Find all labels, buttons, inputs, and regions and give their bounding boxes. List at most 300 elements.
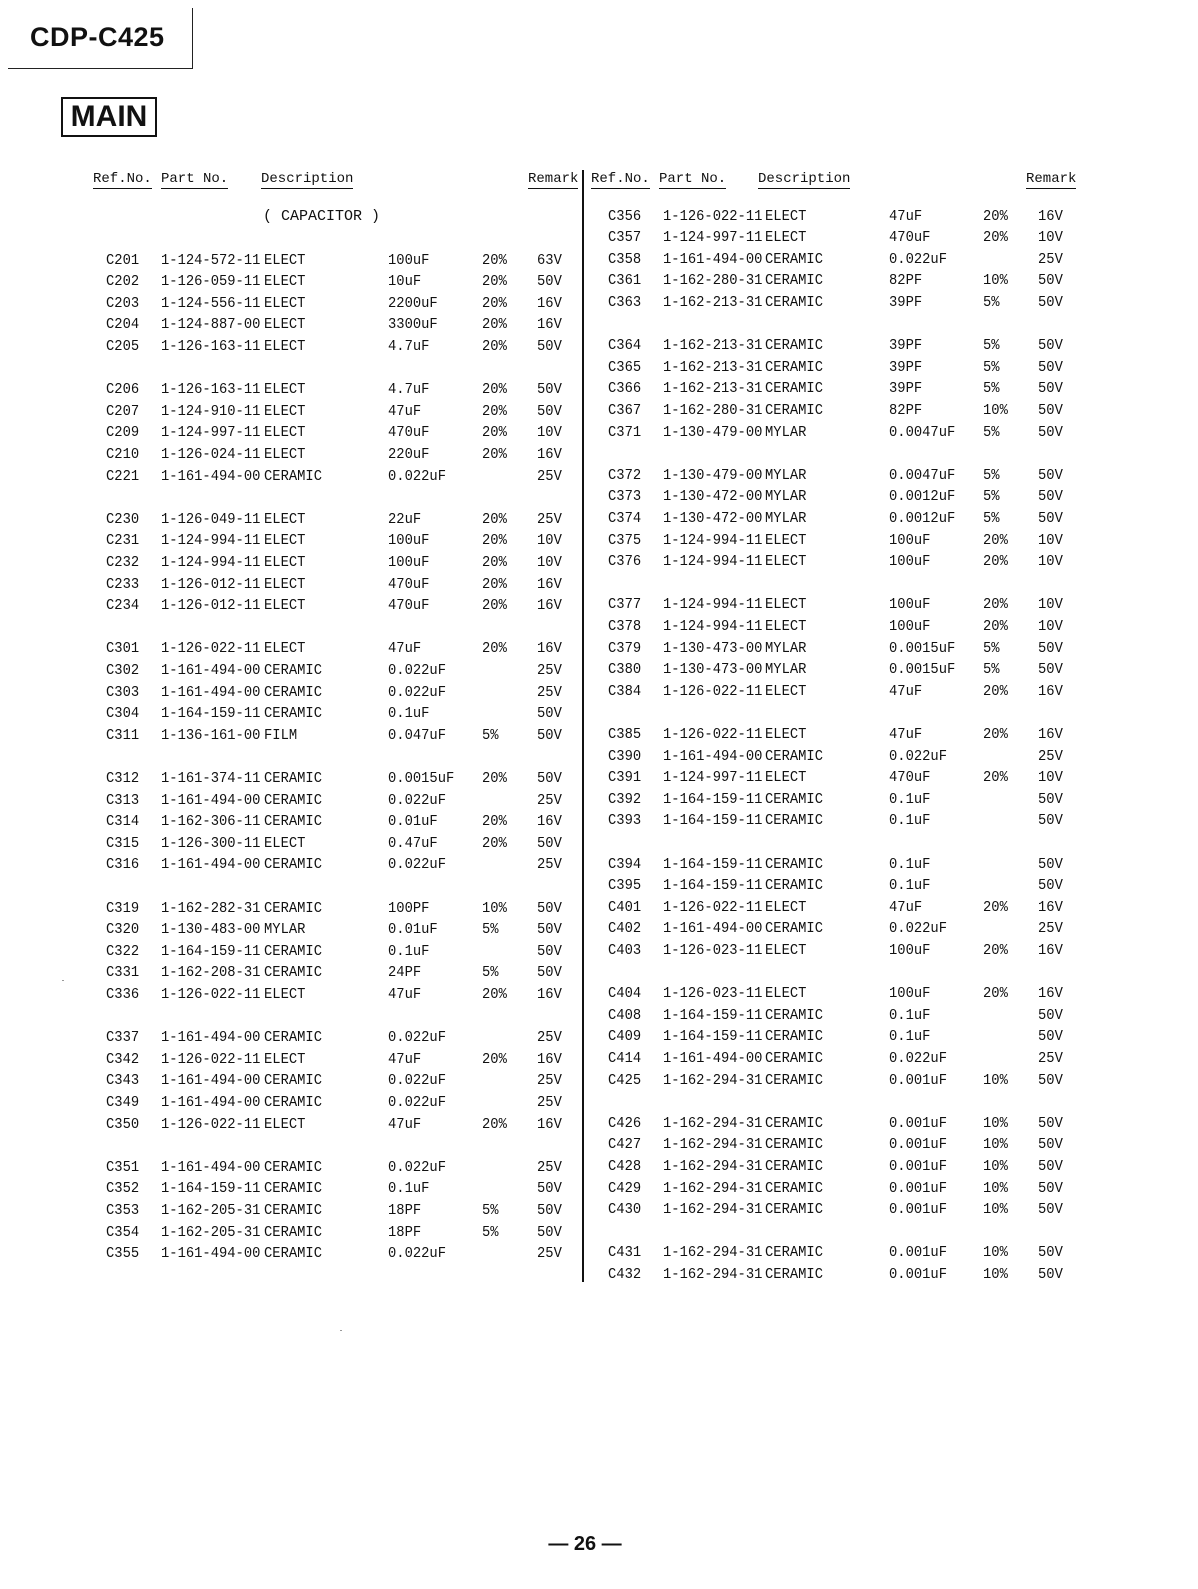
left-row-tol: 5% (482, 964, 499, 982)
right-row-tol: 5% (983, 293, 1000, 311)
left-row-part: 1-124-994-11 (161, 532, 261, 550)
left-row-voltage: 50V (537, 964, 562, 982)
left-row-voltage: 25V (537, 510, 562, 528)
left-row-value: 100uF (388, 251, 430, 269)
right-row-ref: C414 (608, 1049, 642, 1067)
left-row-tol: 20% (482, 294, 507, 312)
right-row-value: 0.001uF (889, 1179, 947, 1197)
scan-speck (62, 980, 64, 981)
right-row-tol: 5% (983, 358, 1000, 376)
left-row-type: ELECT (264, 985, 306, 1003)
left-row-voltage: 10V (537, 424, 562, 442)
right-row-part: 1-162-213-31 (663, 337, 763, 355)
right-row-part: 1-162-280-31 (663, 401, 763, 419)
left-row-part: 1-161-494-00 (161, 791, 261, 809)
right-row-part: 1-124-994-11 (663, 553, 763, 571)
left-row-voltage: 25V (537, 683, 562, 701)
right-row-value: 0.1uF (889, 790, 931, 808)
right-row-type: CERAMIC (765, 250, 823, 268)
right-row-ref: C374 (608, 509, 642, 527)
right-row-type: MYLAR (765, 423, 807, 441)
left-row-voltage: 16V (537, 1050, 562, 1068)
left-row-voltage: 25V (537, 661, 562, 679)
right-row-ref: C426 (608, 1114, 642, 1132)
left-row-value: 47uF (388, 640, 422, 658)
left-row-value: 0.047uF (388, 726, 446, 744)
right-row-voltage: 50V (1038, 466, 1063, 484)
model-title: CDP-C425 (30, 22, 165, 52)
left-row-value: 0.022uF (388, 1158, 446, 1176)
right-row-ref: C356 (608, 207, 642, 225)
right-row-tol: 10% (983, 1157, 1008, 1175)
right-row-tol: 10% (983, 1265, 1008, 1283)
left-row-ref: C234 (106, 597, 140, 615)
right-row-value: 47uF (889, 682, 923, 700)
right-row-tol: 10% (983, 1071, 1008, 1089)
left-row-type: CERAMIC (264, 1180, 322, 1198)
right-row-ref: C364 (608, 337, 642, 355)
right-row-part: 1-161-494-00 (663, 250, 763, 268)
right-row-type: CERAMIC (765, 1179, 823, 1197)
scan-speck (340, 1330, 342, 1331)
right-row-type: ELECT (765, 769, 807, 787)
left-row-value: 47uF (388, 985, 422, 1003)
right-row-voltage: 50V (1038, 358, 1063, 376)
right-row-part: 1-162-213-31 (663, 380, 763, 398)
right-row-ref: C402 (608, 920, 642, 938)
right-row-part: 1-126-022-11 (663, 207, 763, 225)
right-row-ref: C425 (608, 1071, 642, 1089)
right-row-type: ELECT (765, 596, 807, 614)
left-row-voltage: 16V (537, 445, 562, 463)
right-row-voltage: 50V (1038, 1201, 1063, 1219)
right-row-value: 47uF (889, 725, 923, 743)
right-row-value: 0.022uF (889, 920, 947, 938)
left-row-value: 0.01uF (388, 813, 438, 831)
right-row-part: 1-164-159-11 (663, 877, 763, 895)
left-row-ref: C204 (106, 316, 140, 334)
right-row-voltage: 50V (1038, 380, 1063, 398)
left-row-ref: C301 (106, 640, 140, 658)
left-row-part: 1-126-163-11 (161, 337, 261, 355)
right-row-tol: 5% (983, 380, 1000, 398)
left-row-tol: 20% (482, 402, 507, 420)
left-row-tol: 20% (482, 337, 507, 355)
right-row-type: ELECT (765, 229, 807, 247)
right-row-tol: 10% (983, 1136, 1008, 1154)
right-row-value: 0.001uF (889, 1136, 947, 1154)
right-row-type: ELECT (765, 553, 807, 571)
header-ref-left: Ref.No. (93, 171, 152, 187)
left-row-type: ELECT (264, 251, 306, 269)
right-row-type: CERAMIC (765, 1006, 823, 1024)
left-row-type: CERAMIC (264, 964, 322, 982)
left-row-type: CERAMIC (264, 791, 322, 809)
right-row-type: CERAMIC (765, 1157, 823, 1175)
right-row-value: 0.0047uF (889, 466, 956, 484)
right-row-ref: C384 (608, 682, 642, 700)
right-row-voltage: 50V (1038, 639, 1063, 657)
left-row-type: ELECT (264, 337, 306, 355)
right-row-part: 1-162-294-31 (663, 1157, 763, 1175)
right-row-ref: C377 (608, 596, 642, 614)
left-row-value: 0.01uF (388, 921, 438, 939)
left-row-voltage: 50V (537, 834, 562, 852)
right-row-part: 1-161-494-00 (663, 920, 763, 938)
right-row-type: CERAMIC (765, 358, 823, 376)
left-row-type: ELECT (264, 834, 306, 852)
left-row-part: 1-164-159-11 (161, 1180, 261, 1198)
left-row-type: CERAMIC (264, 769, 322, 787)
left-row-voltage: 50V (537, 726, 562, 744)
left-row-ref: C312 (106, 769, 140, 787)
left-row-value: 0.1uF (388, 705, 430, 723)
right-row-value: 0.001uF (889, 1114, 947, 1132)
left-row-tol: 5% (482, 921, 499, 939)
right-row-part: 1-126-022-11 (663, 725, 763, 743)
right-row-ref: C428 (608, 1157, 642, 1175)
right-row-ref: C378 (608, 617, 642, 635)
right-row-type: CERAMIC (765, 747, 823, 765)
left-row-voltage: 16V (537, 294, 562, 312)
right-row-type: CERAMIC (765, 401, 823, 419)
right-row-part: 1-162-213-31 (663, 293, 763, 311)
left-row-type: CERAMIC (264, 1245, 322, 1263)
right-row-ref: C372 (608, 466, 642, 484)
right-row-ref: C427 (608, 1136, 642, 1154)
left-row-voltage: 16V (537, 575, 562, 593)
left-row-tol: 20% (482, 553, 507, 571)
right-row-part: 1-164-159-11 (663, 855, 763, 873)
right-row-ref: C431 (608, 1244, 642, 1262)
right-row-voltage: 50V (1038, 790, 1063, 808)
left-row-tol: 20% (482, 640, 507, 658)
right-row-tol: 20% (983, 985, 1008, 1003)
right-row-tol: 5% (983, 661, 1000, 679)
right-row-tol: 20% (983, 531, 1008, 549)
right-row-voltage: 10V (1038, 553, 1063, 571)
right-row-ref: C385 (608, 725, 642, 743)
left-row-type: CERAMIC (264, 705, 322, 723)
left-row-part: 1-126-012-11 (161, 597, 261, 615)
right-row-ref: C393 (608, 812, 642, 830)
header-desc-right: Description (758, 171, 851, 187)
left-row-part: 1-124-556-11 (161, 294, 261, 312)
right-row-voltage: 50V (1038, 509, 1063, 527)
right-row-voltage: 10V (1038, 229, 1063, 247)
right-row-type: CERAMIC (765, 337, 823, 355)
right-row-voltage: 16V (1038, 941, 1063, 959)
right-row-tol: 20% (983, 898, 1008, 916)
left-row-ref: C336 (106, 985, 140, 1003)
header-remark-left: Remark (528, 171, 579, 187)
left-row-type: FILM (264, 726, 298, 744)
left-row-value: 10uF (388, 273, 422, 291)
right-row-tol: 10% (983, 1201, 1008, 1219)
left-row-part: 1-130-483-00 (161, 921, 261, 939)
left-row-voltage: 16V (537, 985, 562, 1003)
right-row-value: 0.022uF (889, 747, 947, 765)
right-row-type: CERAMIC (765, 1049, 823, 1067)
header-remark-right: Remark (1026, 171, 1077, 187)
left-row-voltage: 50V (537, 402, 562, 420)
page-number: — 26 — (548, 1533, 622, 1555)
left-row-ref: C233 (106, 575, 140, 593)
right-row-value: 0.022uF (889, 1049, 947, 1067)
left-row-ref: C303 (106, 683, 140, 701)
right-row-tol: 20% (983, 596, 1008, 614)
left-row-tol: 20% (482, 813, 507, 831)
left-row-value: 2200uF (388, 294, 438, 312)
right-row-ref: C394 (608, 855, 642, 873)
left-row-value: 4.7uF (388, 337, 430, 355)
right-row-ref: C395 (608, 877, 642, 895)
right-row-ref: C408 (608, 1006, 642, 1024)
left-row-ref: C355 (106, 1245, 140, 1263)
right-row-voltage: 50V (1038, 855, 1063, 873)
right-row-tol: 20% (983, 682, 1008, 700)
right-row-voltage: 25V (1038, 747, 1063, 765)
left-row-value: 0.022uF (388, 1093, 446, 1111)
right-row-tol: 10% (983, 401, 1008, 419)
left-row-type: CERAMIC (264, 813, 322, 831)
right-row-voltage: 25V (1038, 1049, 1063, 1067)
left-row-type: CERAMIC (264, 856, 322, 874)
right-row-value: 0.1uF (889, 1028, 931, 1046)
left-row-tol: 20% (482, 532, 507, 550)
left-row-ref: C205 (106, 337, 140, 355)
right-row-ref: C404 (608, 985, 642, 1003)
right-row-voltage: 50V (1038, 1114, 1063, 1132)
left-row-part: 1-126-024-11 (161, 445, 261, 463)
right-row-part: 1-162-294-31 (663, 1201, 763, 1219)
right-row-value: 39PF (889, 293, 923, 311)
right-row-voltage: 50V (1038, 1028, 1063, 1046)
left-row-voltage: 25V (537, 1245, 562, 1263)
right-row-voltage: 50V (1038, 1244, 1063, 1262)
right-row-type: ELECT (765, 682, 807, 700)
category-label: ( CAPACITOR ) (263, 208, 381, 225)
left-row-value: 0.022uF (388, 683, 446, 701)
right-row-voltage: 16V (1038, 207, 1063, 225)
right-row-tol: 5% (983, 488, 1000, 506)
right-row-type: CERAMIC (765, 1265, 823, 1283)
right-row-value: 39PF (889, 358, 923, 376)
right-row-ref: C403 (608, 941, 642, 959)
right-row-ref: C366 (608, 380, 642, 398)
left-row-ref: C203 (106, 294, 140, 312)
left-row-type: ELECT (264, 316, 306, 334)
left-row-part: 1-124-887-00 (161, 316, 261, 334)
right-row-value: 0.022uF (889, 250, 947, 268)
left-row-voltage: 25V (537, 1093, 562, 1111)
left-row-ref: C354 (106, 1223, 140, 1241)
right-row-tol: 10% (983, 1114, 1008, 1132)
right-row-value: 100uF (889, 553, 931, 571)
left-row-type: ELECT (264, 445, 306, 463)
left-row-type: ELECT (264, 424, 306, 442)
right-row-part: 1-162-294-31 (663, 1179, 763, 1197)
right-row-voltage: 16V (1038, 898, 1063, 916)
left-row-type: ELECT (264, 402, 306, 420)
right-row-type: CERAMIC (765, 855, 823, 873)
right-row-type: MYLAR (765, 488, 807, 506)
left-row-value: 0.022uF (388, 791, 446, 809)
right-row-value: 0.0015uF (889, 661, 956, 679)
right-row-type: CERAMIC (765, 1071, 823, 1089)
right-row-voltage: 50V (1038, 877, 1063, 895)
right-row-value: 100uF (889, 617, 931, 635)
right-row-ref: C367 (608, 401, 642, 419)
left-row-value: 220uF (388, 445, 430, 463)
left-row-tol: 20% (482, 1050, 507, 1068)
right-row-voltage: 16V (1038, 725, 1063, 743)
right-row-part: 1-130-472-00 (663, 509, 763, 527)
left-row-ref: C351 (106, 1158, 140, 1176)
right-row-value: 0.001uF (889, 1157, 947, 1175)
right-row-ref: C391 (608, 769, 642, 787)
left-row-part: 1-162-208-31 (161, 964, 261, 982)
right-row-value: 0.001uF (889, 1244, 947, 1262)
right-row-type: CERAMIC (765, 1114, 823, 1132)
left-row-ref: C230 (106, 510, 140, 528)
right-row-part: 1-124-994-11 (663, 531, 763, 549)
right-row-part: 1-164-159-11 (663, 812, 763, 830)
header-desc-left: Description (261, 171, 354, 187)
right-row-ref: C390 (608, 747, 642, 765)
left-row-type: CERAMIC (264, 942, 322, 960)
left-row-value: 3300uF (388, 316, 438, 334)
header-ref-right: Ref.No. (591, 171, 650, 187)
left-row-voltage: 50V (537, 1180, 562, 1198)
left-row-tol: 20% (482, 1115, 507, 1133)
right-row-part: 1-126-023-11 (663, 941, 763, 959)
left-row-type: ELECT (264, 1050, 306, 1068)
right-row-voltage: 10V (1038, 769, 1063, 787)
right-row-ref: C375 (608, 531, 642, 549)
left-row-part: 1-162-282-31 (161, 899, 261, 917)
left-row-part: 1-124-994-11 (161, 553, 261, 571)
left-row-type: CERAMIC (264, 1201, 322, 1219)
left-row-part: 1-126-049-11 (161, 510, 261, 528)
right-row-part: 1-124-994-11 (663, 617, 763, 635)
left-row-tol: 20% (482, 251, 507, 269)
right-row-type: ELECT (765, 617, 807, 635)
left-row-value: 24PF (388, 964, 422, 982)
left-row-tol: 20% (482, 381, 507, 399)
right-row-type: CERAMIC (765, 293, 823, 311)
right-row-type: ELECT (765, 941, 807, 959)
left-row-ref: C232 (106, 553, 140, 571)
left-row-ref: C342 (106, 1050, 140, 1068)
left-row-tol: 5% (482, 1201, 499, 1219)
left-row-ref: C314 (106, 813, 140, 831)
left-row-value: 100PF (388, 899, 430, 917)
right-row-voltage: 50V (1038, 1071, 1063, 1089)
left-row-value: 47uF (388, 402, 422, 420)
right-row-part: 1-162-294-31 (663, 1114, 763, 1132)
left-row-voltage: 25V (537, 856, 562, 874)
left-row-ref: C343 (106, 1072, 140, 1090)
right-row-type: CERAMIC (765, 380, 823, 398)
left-row-part: 1-126-012-11 (161, 575, 261, 593)
section-title: MAIN (70, 100, 148, 133)
right-row-value: 470uF (889, 769, 931, 787)
left-row-part: 1-124-910-11 (161, 402, 261, 420)
right-row-value: 0.1uF (889, 877, 931, 895)
left-row-ref: C349 (106, 1093, 140, 1111)
section-box (61, 97, 157, 137)
right-row-voltage: 50V (1038, 337, 1063, 355)
left-row-part: 1-161-494-00 (161, 683, 261, 701)
left-row-voltage: 25V (537, 1029, 562, 1047)
left-row-type: ELECT (264, 1115, 306, 1133)
left-row-ref: C331 (106, 964, 140, 982)
left-row-ref: C322 (106, 942, 140, 960)
left-row-type: CERAMIC (264, 1223, 322, 1241)
left-row-voltage: 50V (537, 1201, 562, 1219)
left-row-part: 1-161-374-11 (161, 769, 261, 787)
right-row-voltage: 50V (1038, 293, 1063, 311)
left-row-ref: C231 (106, 532, 140, 550)
left-row-value: 0.47uF (388, 834, 438, 852)
left-row-ref: C353 (106, 1201, 140, 1219)
left-row-voltage: 50V (537, 769, 562, 787)
left-row-value: 47uF (388, 1050, 422, 1068)
right-row-type: CERAMIC (765, 790, 823, 808)
right-row-part: 1-126-023-11 (663, 985, 763, 1003)
right-row-tol: 5% (983, 423, 1000, 441)
right-row-ref: C409 (608, 1028, 642, 1046)
left-row-type: ELECT (264, 273, 306, 291)
right-row-ref: C376 (608, 553, 642, 571)
right-row-value: 100uF (889, 941, 931, 959)
left-row-tol: 10% (482, 899, 507, 917)
right-row-part: 1-124-994-11 (663, 596, 763, 614)
right-row-part: 1-162-294-31 (663, 1136, 763, 1154)
left-row-part: 1-126-300-11 (161, 834, 261, 852)
left-row-value: 0.022uF (388, 1072, 446, 1090)
right-row-ref: C363 (608, 293, 642, 311)
left-row-part: 1-161-494-00 (161, 1093, 261, 1111)
left-row-type: ELECT (264, 381, 306, 399)
right-row-part: 1-164-159-11 (663, 1006, 763, 1024)
left-row-value: 0.022uF (388, 1029, 446, 1047)
left-row-ref: C313 (106, 791, 140, 809)
left-row-voltage: 25V (537, 791, 562, 809)
right-row-tol: 5% (983, 509, 1000, 527)
left-row-tol: 20% (482, 985, 507, 1003)
left-row-voltage: 16V (537, 640, 562, 658)
left-row-part: 1-126-059-11 (161, 273, 261, 291)
right-row-voltage: 10V (1038, 596, 1063, 614)
left-row-type: ELECT (264, 640, 306, 658)
left-row-ref: C350 (106, 1115, 140, 1133)
left-row-voltage: 25V (537, 467, 562, 485)
left-row-ref: C352 (106, 1180, 140, 1198)
right-row-part: 1-164-159-11 (663, 1028, 763, 1046)
left-row-voltage: 50V (537, 705, 562, 723)
right-row-part: 1-162-294-31 (663, 1244, 763, 1262)
right-row-value: 0.001uF (889, 1071, 947, 1089)
left-row-tol: 20% (482, 273, 507, 291)
left-row-tol: 20% (482, 834, 507, 852)
right-row-value: 0.001uF (889, 1265, 947, 1283)
left-row-ref: C221 (106, 467, 140, 485)
left-row-value: 0.022uF (388, 1245, 446, 1263)
left-row-part: 1-161-494-00 (161, 1072, 261, 1090)
right-row-voltage: 50V (1038, 488, 1063, 506)
